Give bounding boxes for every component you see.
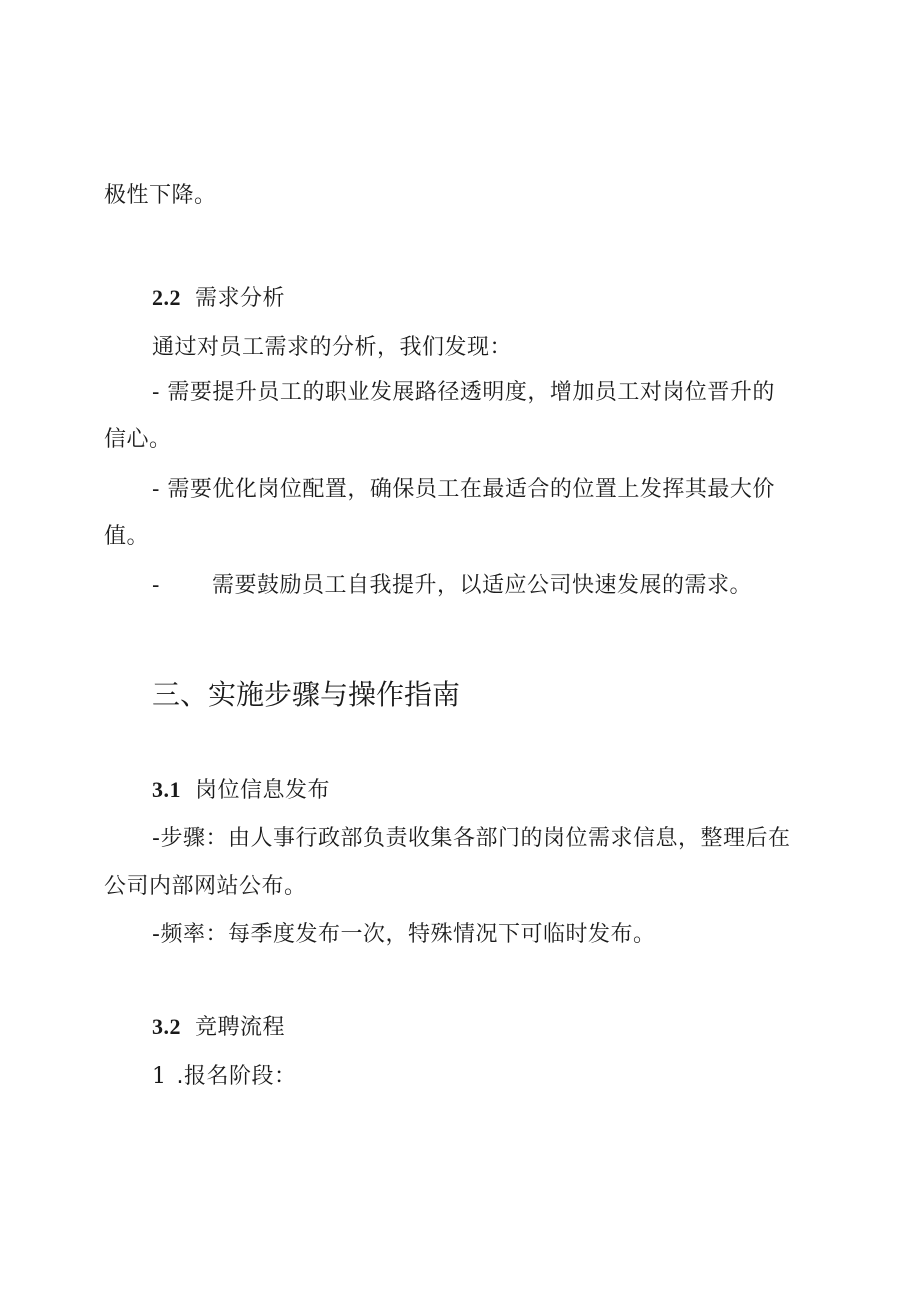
frequency-label: -频率 bbox=[152, 922, 206, 947]
section-3-1-heading bbox=[152, 775, 330, 806]
chapter-3-heading: 三、实施步骤与操作指南 bbox=[152, 678, 461, 711]
list-item-3 bbox=[152, 571, 752, 601]
section-title: 岗位信息发布 bbox=[195, 778, 331, 803]
step-line-2: 公司内部网站公布。 bbox=[104, 874, 307, 899]
paragraph-tail: 极性下降。 bbox=[104, 183, 217, 208]
frequency-text: ：每季度发布一次，特殊情况下可临时发布。 bbox=[205, 922, 656, 947]
step-text: ：由人事行政部负责收集各部门的岗位需求信息，整理后在 bbox=[205, 826, 791, 851]
numbered-item-1 bbox=[152, 1062, 297, 1092]
section-number: 3.2 bbox=[152, 1014, 181, 1039]
list-item-1-line-2: 信心。 bbox=[104, 427, 172, 452]
section-2-2-intro: 通过对员工需求的分析，我们发现： bbox=[152, 335, 513, 360]
list-item-1-line-1: - 需要提升员工的职业发展路径透明度，增加员工对岗位晋升的 bbox=[152, 380, 775, 405]
section-2-2-heading bbox=[152, 283, 285, 314]
step-label: -步骤 bbox=[152, 826, 206, 851]
list-item-3-text: 需要鼓励员工自我提升，以适应公司快速发展的需求。 bbox=[211, 573, 752, 598]
list-dash: - bbox=[152, 573, 160, 598]
section-number: 3.1 bbox=[152, 777, 181, 802]
section-title: 竞聘流程 bbox=[195, 1015, 286, 1040]
list-item-2-line-2: 值。 bbox=[104, 524, 150, 549]
item-text: .报名阶段： bbox=[176, 1064, 297, 1089]
frequency-line bbox=[152, 920, 655, 950]
section-title: 需求分析 bbox=[195, 286, 286, 311]
section-number: 2.2 bbox=[152, 285, 181, 310]
section-3-2-heading bbox=[152, 1012, 285, 1043]
item-number: 1 bbox=[152, 1064, 167, 1089]
list-item-2-line-1: - 需要优化岗位配置，确保员工在最适合的位置上发挥其最大价 bbox=[152, 477, 775, 502]
step-line-1 bbox=[152, 824, 790, 854]
